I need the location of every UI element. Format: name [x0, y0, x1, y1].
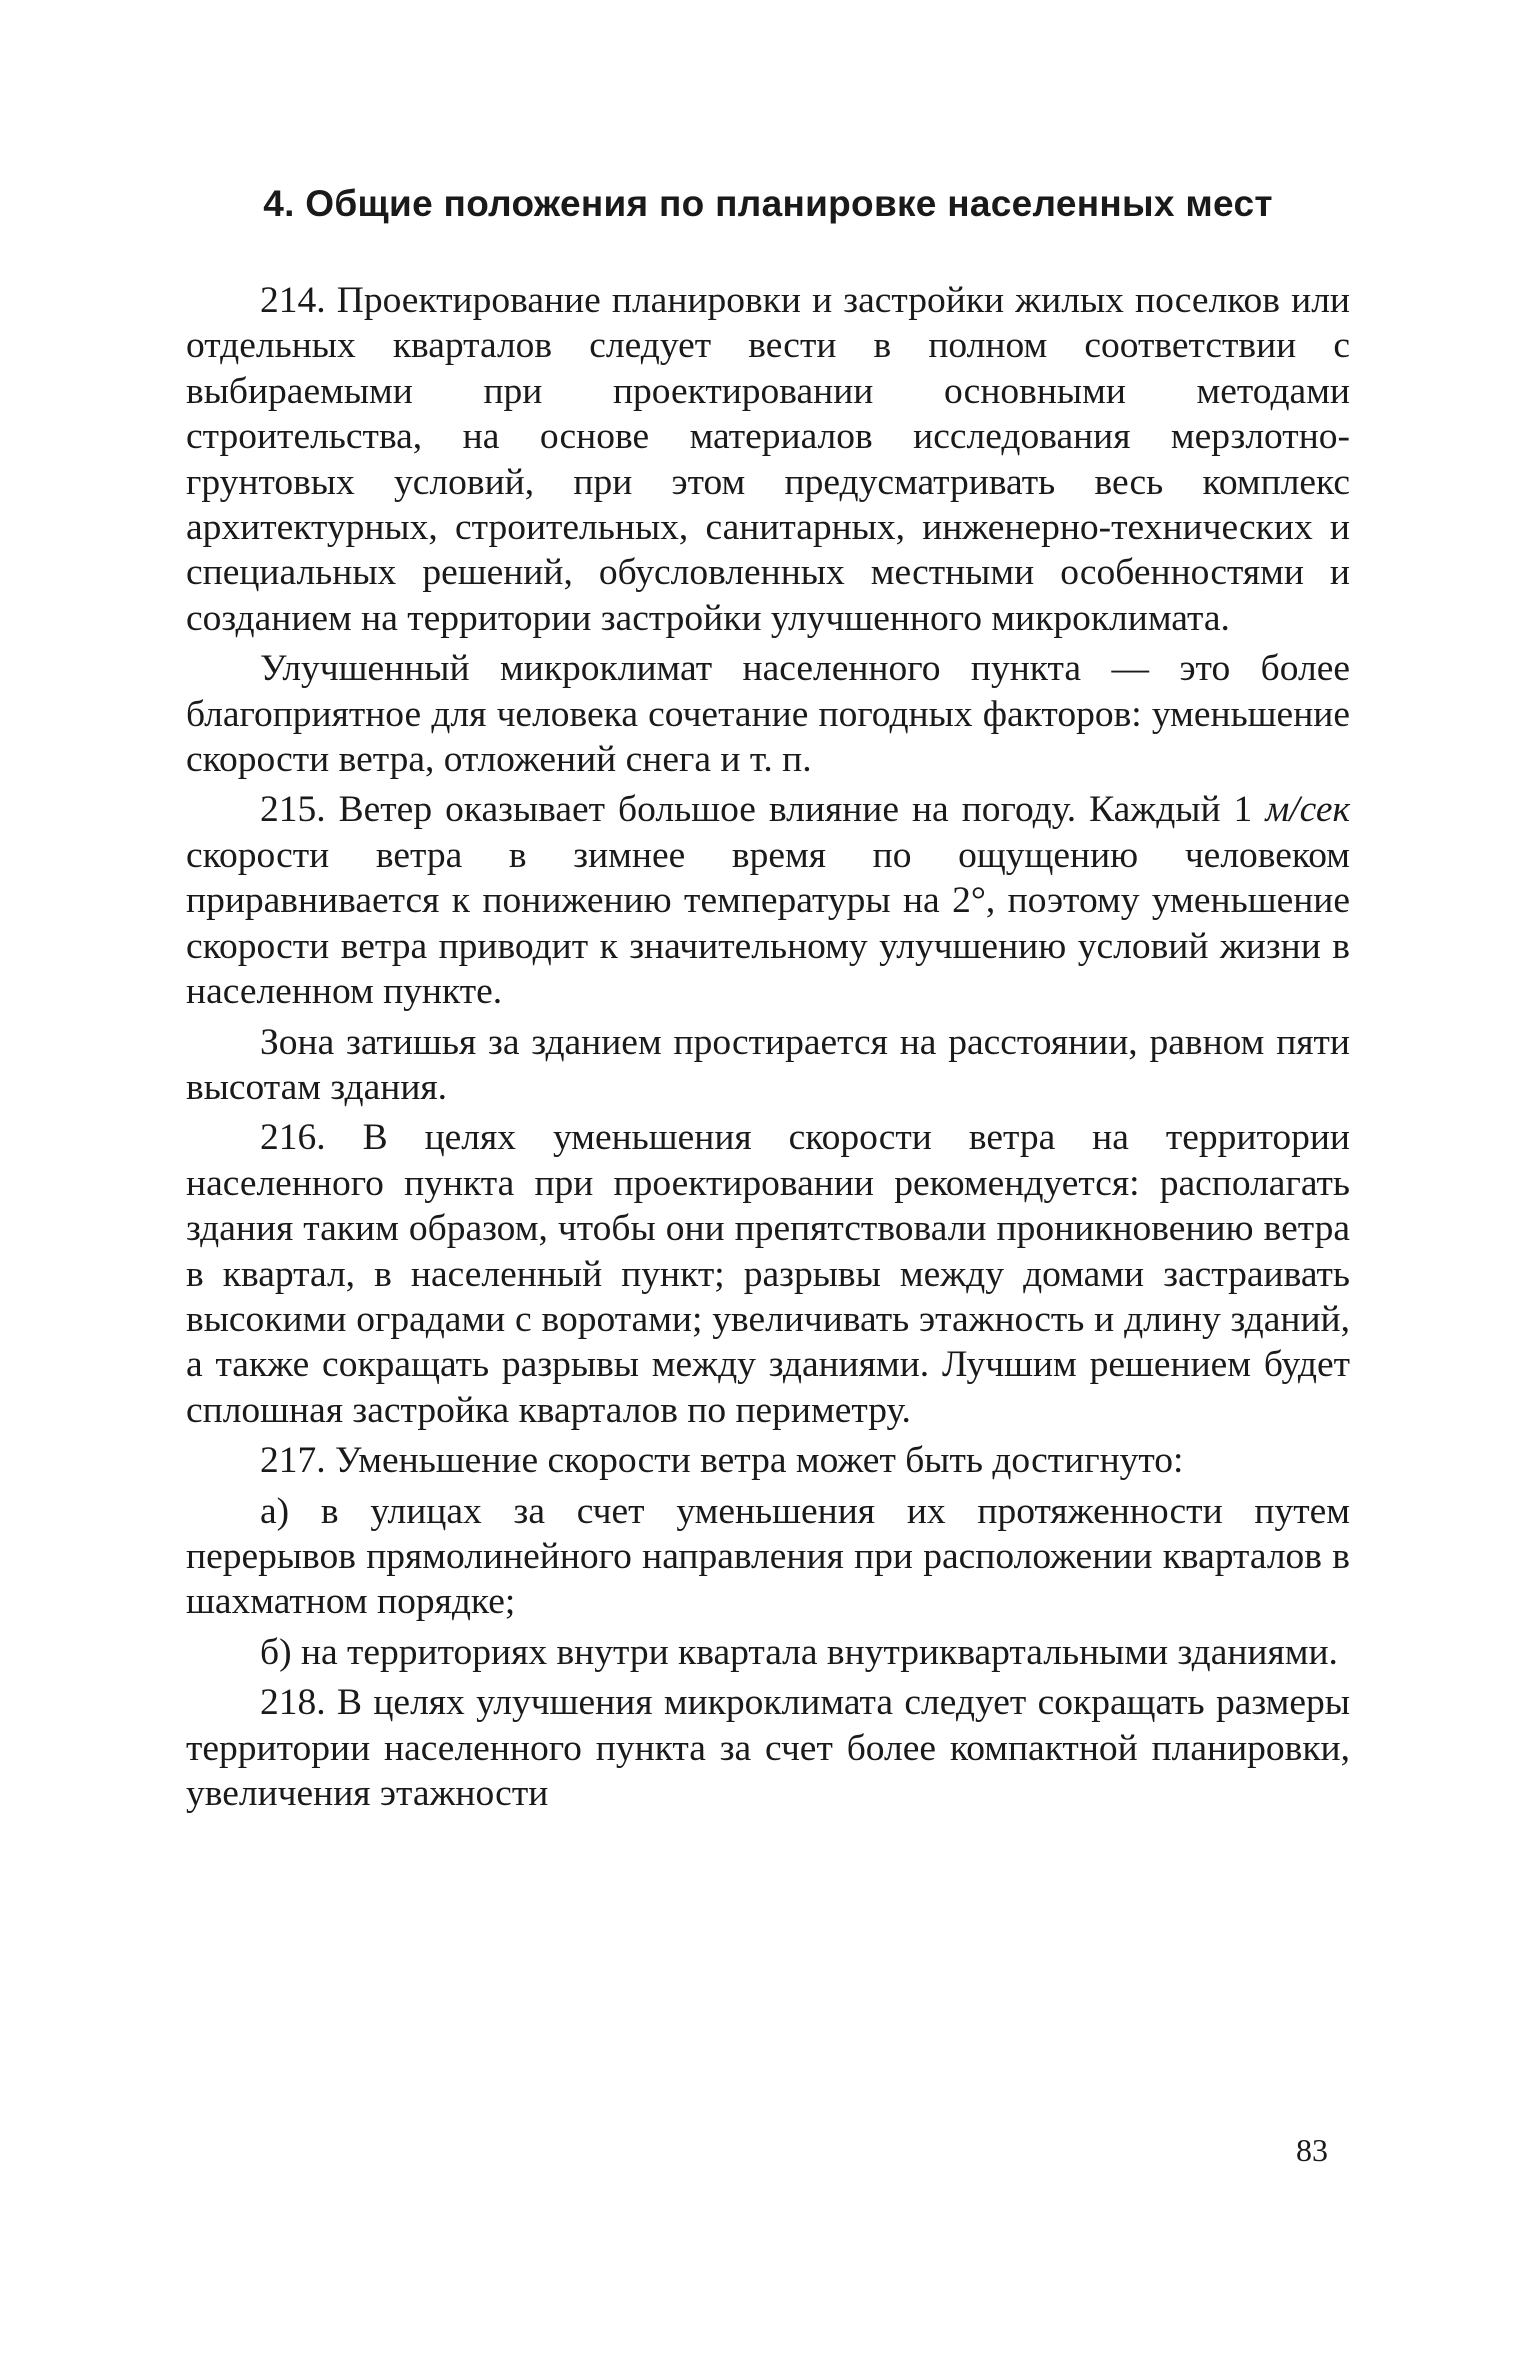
- page-number: 83: [1296, 2132, 1328, 2168]
- section-heading: 4. Общие положения по планировке населенных мест: [263, 183, 1273, 224]
- paragraph-215-start: 215. Ветер оказывает большое влияние на погоду. Каждый 1: [260, 789, 1266, 831]
- unit-m-per-sec: м/сек: [1265, 789, 1350, 831]
- paragraph-215-end: скорости ветра в зимнее время по ощущению человеком приравнивается к понижению температуры на 2°, поэтому уменьшение скорости ветра приводит к значительному улучшению условий жизни в населенном пункте.: [186, 834, 1350, 1013]
- paragraph-216: 216. В целях уменьшения скорости ветра на территории населенного пункта при проектировании рекомендуется: располагать здания таким образом, чтобы они препятствовали проникновению ветра в квартал, в населенный пункт; разрывы между домами застраивать высокими оградами с воротами; увеличивать этажность и длину зданий, а также сокращать разрывы между зданиями. Лучшим решением будет сплошная застройка кварталов по периметру.: [186, 1117, 1350, 1431]
- paragraph-microclimate-definition: Улучшенный микроклимат населенного пункта — это более благоприятное для человека сочетание погодных факторов: уменьшение скорости ветра, отложений снега и т. п.: [186, 648, 1350, 781]
- page-body: [186, 180, 1350, 1821]
- paragraph-214: 214. Проектирование планировки и застройки жилых поселков или отдельных кварталов следует вести в полном соответствии с выбираемыми при проектировании основными методами строительства, на основе материалов исследования мерзлотно-грунтовых условий, при этом предусматривать весь комплекс архитектурных, строительных, санитарных, инженерно-технических и специальных решений, обусловленных местными особенностями и созданием на территории застройки улучшенного микроклимата.: [186, 280, 1350, 639]
- paragraph-217-b: б) на территориях внутри квартала внутриквартальными зданиями.: [260, 1631, 1338, 1673]
- paragraph-calm-zone: Зона затишья за зданием простирается на расстоянии, равном пяти высотам здания.: [186, 1021, 1350, 1108]
- paragraph-218: 218. В целях улучшения микроклимата следует сокращать размеры территории населенного пункта за счет более компактной планировки, увеличения этажности: [186, 1682, 1350, 1814]
- paragraph-217-a: а) в улицах за счет уменьшения их протяженности путем перерывов прямолинейного направления при расположении кварталов в шахматном порядке;: [186, 1490, 1350, 1623]
- paragraph-215: [186, 787, 1350, 1014]
- paragraph-217: 217. Уменьшение скорости ветра может быть достигнуто:: [260, 1440, 1184, 1482]
